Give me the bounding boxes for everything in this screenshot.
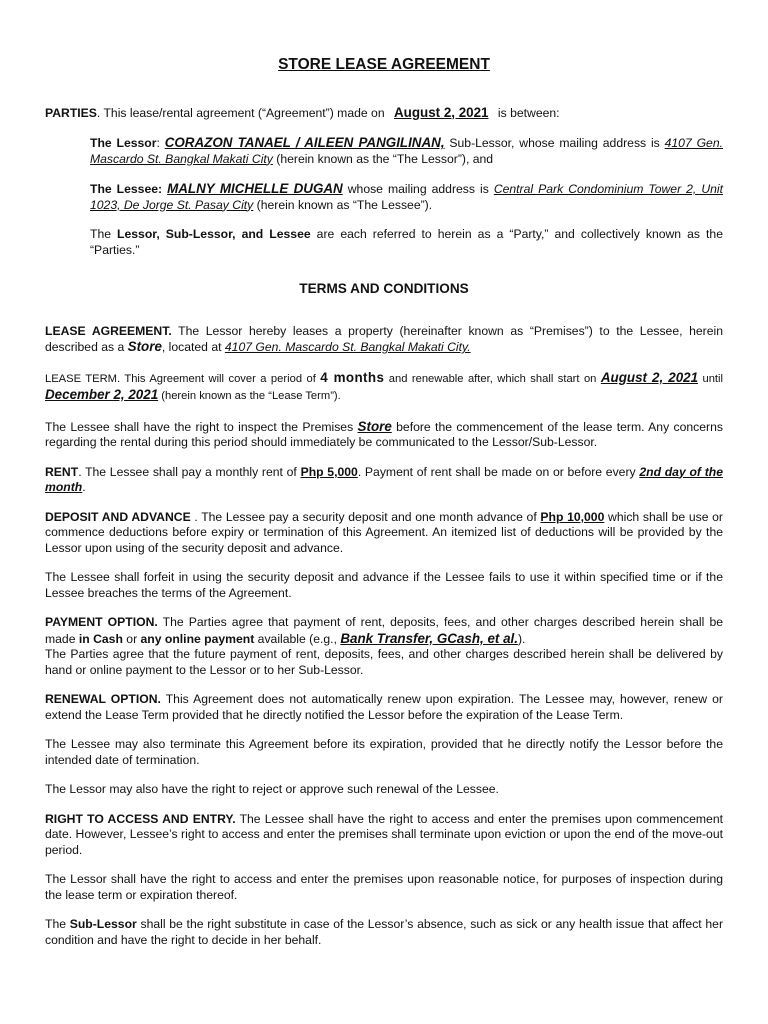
- parties-paragraph: [45, 105, 723, 122]
- lessee-address: Central Park Condominium Tower 2, Unit 1023, De Jorge St. Pasay City: [90, 182, 724, 212]
- lease-agreement-paragraph: [45, 324, 723, 356]
- document-title: STORE LEASE AGREEMENT: [278, 56, 490, 73]
- lease-term-label: LEASE TERM: [45, 372, 118, 385]
- payment-text-3: available (e.g.,: [254, 631, 341, 646]
- document-page: [45, 57, 723, 948]
- forfeit-paragraph: The Lessee shall forfeit in using the security deposit and advance if the Lessee fails to use it within specified time or if the Lessee breaches the terms of the Agreement.: [45, 570, 723, 600]
- termination-paragraph: The Lessee may also terminate this Agreement before its expiration, provided that he directly notify the Lessor before the intended date of termination.: [45, 737, 723, 767]
- payment-label: PAYMENT OPTION.: [45, 615, 158, 629]
- parties-label: PARTIES: [45, 105, 97, 120]
- payment-delivery-paragraph: The Parties agree that the future payment of rent, deposits, fees, and other charges described herein shall be delivered by hand or online payment to the Lessor or to her Sub-Lessor.: [45, 647, 723, 677]
- payment-text-4: ).: [517, 631, 526, 646]
- lessor-text-end: (herein known as the “The Lessor”), and: [272, 151, 494, 166]
- store-term-2: Store: [357, 418, 392, 434]
- rent-paragraph: [45, 465, 723, 496]
- terms-heading: TERMS AND CONDITIONS: [299, 281, 469, 296]
- rent-due-date: 2nd day of the month: [45, 464, 723, 494]
- rent-text: . The Lessee shall pay a monthly rent of: [78, 464, 301, 479]
- renewal-label: RENEWAL OPTION.: [45, 692, 161, 706]
- parties-text-end: is between:: [497, 105, 560, 120]
- lessor-label: The Lessor: [90, 136, 157, 150]
- rent-amount: Php 5,000: [300, 464, 358, 479]
- inspection-text: The Lessee shall have the right to inspect the Premises: [45, 419, 358, 434]
- lease-term-text-3: until: [698, 372, 724, 385]
- lessee-text: whose mailing address is: [342, 182, 494, 196]
- renewal-paragraph: [45, 692, 723, 723]
- agreement-date: August 2, 2021: [393, 104, 489, 120]
- lessor-access-paragraph: The Lessor shall have the right to access and enter the premises upon reasonable notice, for purposes of inspection during the lease term or expiration thereof.: [45, 872, 723, 902]
- lease-agreement-text-2: , located at: [161, 340, 225, 354]
- party-definition: [90, 227, 723, 258]
- renewal-text: This Agreement does not automatically renew upon expiration. The Lessee may, however, renew or extend the Lease Term provided that he directly notified the Lessor before the expiration of the Lease Term.: [45, 692, 723, 722]
- lessor-paragraph: [90, 135, 723, 167]
- parties-text: . This lease/rental agreement (“Agreement”) made on: [96, 105, 388, 120]
- lessor-name: CORAZON TANAEL / AILEEN PANGILINAN,: [164, 135, 445, 150]
- payment-online: any online payment: [140, 631, 255, 646]
- inspection-paragraph: [45, 419, 723, 451]
- lease-end-date: December 2, 2021: [45, 387, 159, 402]
- sublessor-bold: Sub-Lessor: [69, 917, 137, 931]
- sublessor-paragraph: [45, 917, 723, 948]
- payment-paragraph: [45, 615, 723, 647]
- payment-text: The Parties agree that payment of rent, deposits, fees, and other charges described herein shall be made: [45, 615, 723, 646]
- access-text: The Lessee shall have the right to access and enter the premises upon commencement date. However, Lessee’s right to access and enter the premises shall terminate upon eviction or upon the end of the move-out period.: [45, 811, 723, 857]
- lease-agreement-text: The Lessor hereby leases a property (hereinafter known as “Premises”) to the Lessee, herein described as a: [45, 323, 724, 354]
- lessor-address: 4107 Gen. Mascardo St. Bangkal Makati City: [90, 136, 723, 166]
- rent-label: RENT: [45, 464, 79, 479]
- lease-period: 4 months: [320, 369, 385, 385]
- lease-start-date: August 2, 2021: [600, 369, 699, 385]
- rent-text-3: .: [82, 480, 86, 494]
- lease-term-text-4: (herein known as the “Lease Term”).: [158, 390, 341, 402]
- payment-methods: Bank Transfer, GCash, et al.: [340, 630, 518, 646]
- payment-text-2: or: [122, 631, 141, 646]
- lessee-text-end: (herein known as “The Lessee”).: [253, 197, 433, 212]
- deposit-text: . The Lessee pay a security deposit and one month advance of: [190, 509, 541, 524]
- deposit-paragraph: [45, 510, 723, 557]
- store-term: Store: [127, 339, 162, 354]
- sublessor-text: The: [45, 917, 70, 931]
- deposit-label: DEPOSIT AND ADVANCE: [45, 509, 191, 524]
- deposit-text-2: which shall be use or commence deductions before expiry or termination of this Agreement. An itemized list of deductions will be provided by the Lessor upon using of the security deposit and advance.: [45, 509, 723, 555]
- lease-term-text-2: and renewable after, which shall start on: [384, 372, 601, 385]
- lessee-label: The Lessee:: [90, 182, 163, 196]
- party-def-text: The: [90, 227, 118, 241]
- lessee-paragraph: [90, 181, 723, 213]
- party-def-bold: Lessor, Sub-Lessor, and Lessee: [117, 227, 311, 241]
- lease-agreement-label: LEASE AGREEMENT.: [45, 323, 172, 338]
- lessee-name: MALNY MICHELLE DUGAN: [167, 181, 343, 196]
- lease-term-text: . This Agreement will cover a period of: [117, 372, 321, 385]
- property-address: 4107 Gen. Mascardo St. Bangkal Makati City.: [224, 340, 471, 354]
- reject-paragraph: The Lessor may also have the right to reject or approve such renewal of the Lessee.: [45, 782, 499, 796]
- payment-cash: in Cash: [78, 631, 123, 646]
- party-def-text-end: are each referred to herein as a “Party,” and collectively known as the “Parties.”: [90, 227, 723, 257]
- deposit-amount: Php 10,000: [540, 509, 605, 524]
- inspection-text-2: before the commencement of the lease term. Any concerns regarding the rental during this period should immediately be communicated to the Lessor/Sub-Lessor.: [45, 419, 723, 449]
- lessor-text: Sub-Lessor, whose mailing address is: [444, 136, 665, 150]
- access-paragraph: [45, 812, 723, 859]
- lease-term-paragraph: [45, 370, 723, 405]
- rent-text-2: . Payment of rent shall be made on or before every: [357, 464, 640, 479]
- lessor-colon: :: [156, 136, 165, 150]
- access-label: RIGHT TO ACCESS AND ENTRY.: [45, 811, 236, 826]
- sublessor-text-2: shall be the right substitute in case of the Lessor’s absence, such as sick or any health issue that affect her condition and have the right to decide in her behalf.: [45, 917, 724, 947]
